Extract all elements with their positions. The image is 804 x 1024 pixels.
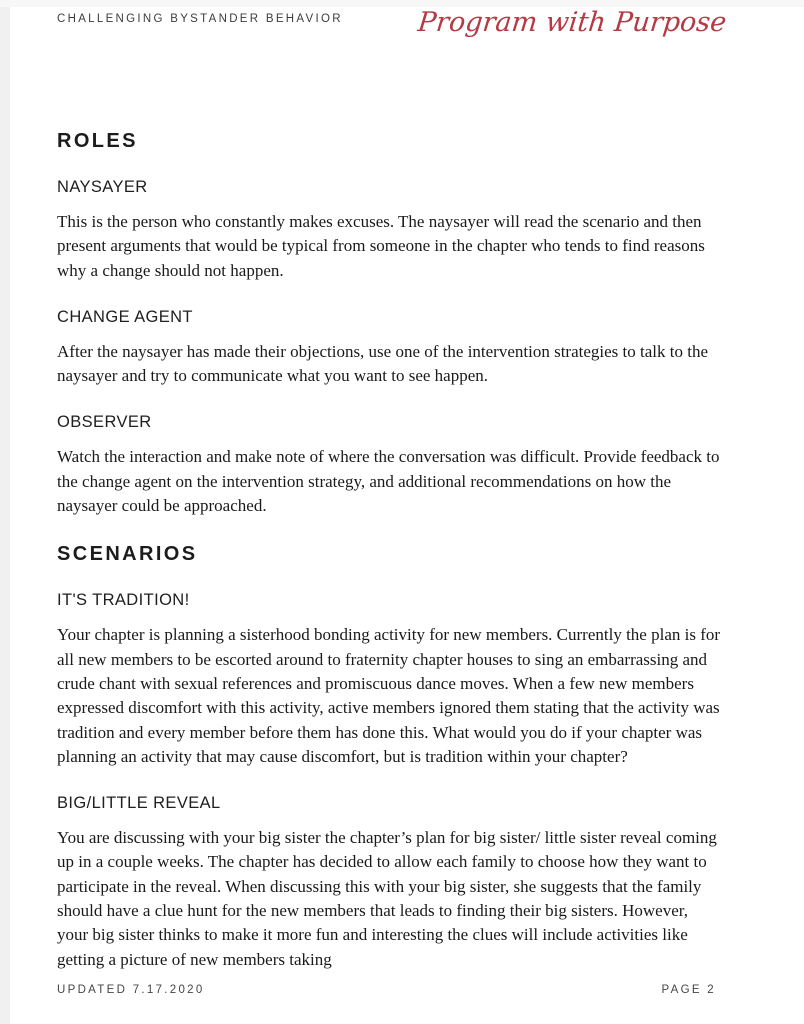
updated-date: UPDATED 7.17.2020 — [57, 984, 205, 996]
section-title-scenarios: SCENARIOS — [57, 543, 198, 566]
role-heading-naysayer: NAYSAYER — [57, 178, 148, 196]
scenario-description-big-little-reveal: You are discussing with your big sister the chapter’s plan for big sister/ little sister reveal coming up in a couple weeks. The chapter has decided to allow each family to choose how they want to participate in the reveal. When discussing this with your big sister, she suggests that the family should have a clue hunt for the new members that leads to finding their big sisters. However, your big sister thinks to make it more fun and interesting the clues will include activities like getting a picture of new members taking — [57, 828, 717, 969]
scenario-heading-big-little-reveal: BIG/LITTLE REVEAL — [57, 794, 221, 813]
left-edge-strip — [0, 0, 10, 1024]
role-heading-change-agent: CHANGE AGENT — [57, 307, 193, 326]
page-header — [57, 8, 726, 38]
section-scenarios — [57, 543, 723, 972]
scenario-description-its-tradition: Your chapter is planning a sisterhood bonding activity for new members. Currently the plan is for all new members to be escorted around to fraternity chapter houses to sing an embarrassing and crude chant with sexual references and promiscuous dance moves. When a few new members expressed discomfort with this activity, active members ignored them stating that the activity was tradition and every member before them has done this. What would you do if your chapter was planning an activity that may cause discomfort, but is tradition within your chapter? — [57, 625, 721, 766]
page-number: PAGE 2 — [661, 984, 716, 996]
role-description-observer: Watch the interaction and make note of where the conversation was difficult. Provide feedback to the change agent on the intervention strategy, and additional recommendations on how the naysayer could be approached. — [57, 447, 720, 516]
role-description-naysayer: This is the person who constantly makes excuses. The naysayer will read the scenario and then present arguments that would be typical from someone in the chapter who tends to find reasons why a change should not happen. — [57, 212, 705, 280]
scenario-heading-its-tradition: IT'S TRADITION! — [57, 591, 190, 610]
role-heading-observer: OBSERVER — [57, 413, 152, 432]
section-title-roles: ROLES — [57, 130, 138, 152]
document-title: CHALLENGING BYSTANDER BEHAVIOR — [57, 13, 343, 25]
program-with-purpose-logo: Program with Purpose — [416, 7, 728, 38]
role-description-change-agent: After the naysayer has made their objections, use one of the intervention strategies to talk to the naysayer and try to communicate what you want to see happen. — [57, 341, 708, 386]
section-roles — [57, 130, 723, 518]
document-body — [57, 130, 723, 997]
top-edge-band — [0, 0, 804, 7]
page-footer — [57, 984, 716, 996]
